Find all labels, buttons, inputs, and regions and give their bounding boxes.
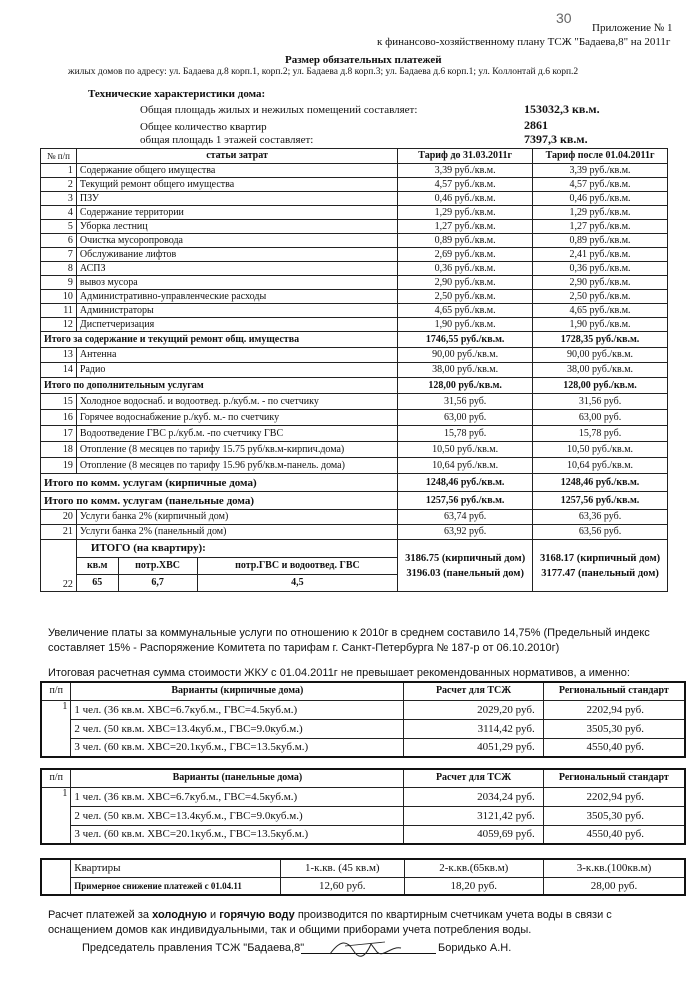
table-row xyxy=(41,458,668,474)
itogo-after-panel: 3177.47 (панельный дом) xyxy=(541,567,659,579)
table-row xyxy=(41,510,668,525)
brick-col-standard: Региональный стандарт xyxy=(543,682,685,700)
itogo-col-sqm: кв.м xyxy=(77,557,118,574)
row-item-name: Радио xyxy=(76,363,397,378)
chairman-name: Боридько А.Н. xyxy=(438,942,512,954)
tariff-table xyxy=(40,148,668,592)
row-item-name: Услуги банка 2% (панельный дом) xyxy=(76,525,397,540)
total-maintenance-after: 1728,35 руб./кв.м. xyxy=(533,332,668,348)
row-tariff-before: 2,90 руб./кв.м. xyxy=(398,276,533,290)
row-tariff-after: 90,00 руб./кв.м. xyxy=(533,348,668,363)
row-number: 1 xyxy=(41,164,77,178)
total-maintenance-label: Итого за содержание и текущий ремонт общ. имущества xyxy=(41,332,398,348)
table-row xyxy=(41,442,668,458)
row-tariff-before: 0,46 руб./кв.м. xyxy=(398,192,533,206)
brick-col-calc: Расчет для ТСЖ xyxy=(404,682,543,700)
row-tariff-before: 63,00 руб. xyxy=(398,410,533,426)
appendix-label: Приложение № 1 xyxy=(592,22,673,34)
brick-col-variant: Варианты (кирпичные дома) xyxy=(71,682,404,700)
row-tariff-before: 63,92 руб. xyxy=(398,525,533,540)
table-row xyxy=(41,192,668,206)
panel-col-variant: Варианты (панельные дома) xyxy=(71,769,404,787)
table-row xyxy=(41,410,668,426)
appendix-sub: к финансово-хозяйственному плану ТСЖ "Бадаева,8" на 2011г xyxy=(377,36,671,48)
row-tariff-before: 1,27 руб./кв.м. xyxy=(398,220,533,234)
tech-title: Технические характеристики дома: xyxy=(88,88,266,100)
row-tariff-after: 2,41 руб./кв.м. xyxy=(533,248,668,262)
brick-variant-2: 2 чел. (50 кв.м. ХВС=13.4куб.м., ГВС=9.0куб.м.) xyxy=(71,719,404,738)
row-number: 16 xyxy=(41,410,77,426)
brick-standard-3: 4550,40 руб. xyxy=(543,738,685,757)
panel-comparison-table xyxy=(40,768,686,845)
total-extra-before: 128,00 руб./кв.м. xyxy=(398,378,533,394)
itogo-before-brick: 3186.75 (кирпичный дом) xyxy=(405,552,526,564)
row-tariff-before: 1,90 руб./кв.м. xyxy=(398,318,533,332)
row-tariff-after: 2,90 руб./кв.м. xyxy=(533,276,668,290)
row-number: 6 xyxy=(41,234,77,248)
total-brick-label: Итого по комм. услугам (кирпичные дома) xyxy=(41,474,398,492)
row-tariff-after: 63,56 руб. xyxy=(533,525,668,540)
brick-calc-1: 2029,20 руб. xyxy=(404,700,543,719)
apt-empty-cell xyxy=(41,859,71,895)
itogo-label: ИТОГО (на квартиру): xyxy=(90,542,206,555)
total-paragraph: Итоговая расчетная сумма стоимости ЖКУ с 01.04.2011г не превышает рекомендованных нормативов, а именно: xyxy=(48,667,630,679)
row-item-name: Горячее водоснабжение р./куб. м.- по счетчику xyxy=(76,410,397,426)
brick-variant-1: 1 чел. (36 кв.м. ХВС=6.7куб.м., ГВС=4.5куб.м.) xyxy=(71,700,404,719)
panel-calc-3: 4059,69 руб. xyxy=(404,825,543,844)
table-row xyxy=(41,304,668,318)
total-panel-after: 1257,56 руб./кв.м. xyxy=(533,492,668,510)
total-brick-before: 1248,46 руб./кв.м. xyxy=(398,474,533,492)
row-number: 4 xyxy=(41,206,77,220)
row-tariff-after: 1,29 руб./кв.м. xyxy=(533,206,668,220)
row-tariff-before: 31,56 руб. xyxy=(398,394,533,410)
panel-col-standard: Региональный стандарт xyxy=(543,769,685,787)
row-number: 20 xyxy=(41,510,77,525)
apartments-value: 2861 xyxy=(524,118,548,132)
row-item-name: Отопление (8 месяцев по тарифу 15.75 руб/кв.м-кирпич.дома) xyxy=(76,442,397,458)
row-tariff-after: 10,50 руб./кв.м. xyxy=(533,442,668,458)
row-tariff-before: 38,00 руб./кв.м. xyxy=(398,363,533,378)
area-label: Общая площадь жилых и нежилых помещений составляет: xyxy=(140,104,418,116)
row-tariff-after: 3,39 руб./кв.м. xyxy=(533,164,668,178)
panel-calc-2: 3121,42 руб. xyxy=(404,806,543,825)
row-tariff-before: 90,00 руб./кв.м. xyxy=(398,348,533,363)
row-number: 17 xyxy=(41,426,77,442)
table-row xyxy=(41,248,668,262)
table-row xyxy=(41,290,668,304)
row-item-name: Обслуживание лифтов xyxy=(76,248,397,262)
total-maintenance-row xyxy=(41,332,668,348)
footer-hot: горячую воду xyxy=(219,909,295,921)
row-tariff-after: 4,57 руб./кв.м. xyxy=(533,178,668,192)
itogo-row xyxy=(41,540,668,592)
row-item-name: вывоз мусора xyxy=(76,276,397,290)
row-number: 11 xyxy=(41,304,77,318)
row-item-name: Антенна xyxy=(76,348,397,363)
row-tariff-after: 4,65 руб./кв.м. xyxy=(533,304,668,318)
total-panel-label: Итого по комм. услугам (панельные дома) xyxy=(41,492,398,510)
itogo-inner-table xyxy=(77,540,397,591)
row-item-name: Очистка мусоропровода xyxy=(76,234,397,248)
page-number: 30 xyxy=(556,10,572,26)
table-row xyxy=(41,206,668,220)
apartment-savings-table xyxy=(40,858,686,896)
row-tariff-after: 31,56 руб. xyxy=(533,394,668,410)
row-number: 21 xyxy=(41,525,77,540)
row-tariff-after: 0,36 руб./кв.м. xyxy=(533,262,668,276)
panel-standard-2: 3505,30 руб. xyxy=(543,806,685,825)
footer-cold: холодную xyxy=(152,909,207,921)
row-tariff-before: 15,78 руб. xyxy=(398,426,533,442)
row-item-name: Услуги банка 2% (кирпичный дом) xyxy=(76,510,397,525)
row-tariff-after: 2,50 руб./кв.м. xyxy=(533,290,668,304)
row-number: 10 xyxy=(41,290,77,304)
row-number: 5 xyxy=(41,220,77,234)
total-brick-row xyxy=(41,474,668,492)
row-item-name: ПЗУ xyxy=(76,192,397,206)
total-panel-row xyxy=(41,492,668,510)
row-item-name: Содержание территории xyxy=(76,206,397,220)
table-row xyxy=(41,276,668,290)
total-extra-row xyxy=(41,378,668,394)
panel-standard-3: 4550,40 руб. xyxy=(543,825,685,844)
row-tariff-after: 38,00 руб./кв.м. xyxy=(533,363,668,378)
row-item-name: Административно-управленческие расходы xyxy=(76,290,397,304)
table-row xyxy=(41,426,668,442)
row-item-name: Холодное водоснаб. и водоотвед. р./куб.м. - по счетчику xyxy=(76,394,397,410)
floor1-label: общая площадь 1 этажей составляет: xyxy=(140,134,314,146)
brick-standard-2: 3505,30 руб. xyxy=(543,719,685,738)
table-row xyxy=(41,164,668,178)
row-number: 9 xyxy=(41,276,77,290)
apt-reduction-3room: 28,00 руб. xyxy=(544,877,686,895)
row-number: 18 xyxy=(41,442,77,458)
apt-col-2room: 2-к.кв.(65кв.м) xyxy=(404,859,543,877)
row-tariff-before: 1,29 руб./кв.м. xyxy=(398,206,533,220)
row-tariff-after: 63,36 руб. xyxy=(533,510,668,525)
footer-and: и xyxy=(210,909,217,921)
addresses: жилых домов по адресу: ул. Бадаева д.8 корп.1, корп.2; ул. Бадаева д.8 корп.3; ул. Бадаева д.6 корп.1; ул. Коллонтай д.6 корп.2 xyxy=(68,67,579,77)
row-number: 3 xyxy=(41,192,77,206)
brick-variant-3: 3 чел. (60 кв.м. ХВС=20.1куб.м., ГВС=13.5куб.м.) xyxy=(71,738,404,757)
row-tariff-after: 1,27 руб./кв.м. xyxy=(533,220,668,234)
brick-row-num: 1 xyxy=(41,700,71,757)
total-panel-before: 1257,56 руб./кв.м. xyxy=(398,492,533,510)
area-value: 153032,3 кв.м. xyxy=(524,102,600,116)
apt-label: Квартиры xyxy=(71,859,281,877)
row-tariff-after: 0,46 руб./кв.м. xyxy=(533,192,668,206)
col-header-num: № п/п xyxy=(41,149,77,164)
itogo-after-brick: 3168.17 (кирпичный дом) xyxy=(539,552,661,564)
row-item-name: Администраторы xyxy=(76,304,397,318)
brick-standard-1: 2202,94 руб. xyxy=(543,700,685,719)
panel-col-calc: Расчет для ТСЖ xyxy=(404,769,543,787)
panel-variant-1: 1 чел. (36 кв.м. ХВС=6.7куб.м., ГВС=4.5куб.м.) xyxy=(71,787,404,806)
row-tariff-before: 2,69 руб./кв.м. xyxy=(398,248,533,262)
apt-reduction-label: Примерное снижение платежей с 01.04.11 xyxy=(71,877,281,895)
row-item-name: Водоотведение ГВС р./куб.м. -по счетчику ГВС xyxy=(76,426,397,442)
row-item-name: Отопление (8 месяцев по тарифу 15.96 руб/кв.м-панель. дома) xyxy=(76,458,397,474)
footer-text-1: Расчет платежей за xyxy=(48,909,150,921)
apt-col-1room: 1-к.кв. (45 кв.м) xyxy=(280,859,404,877)
row-tariff-before: 63,74 руб. xyxy=(398,510,533,525)
row-item-name: Содержание общего имущества xyxy=(76,164,397,178)
row-item-name: Текущий ремонт общего имущества xyxy=(76,178,397,192)
chairman-label: Председатель правления ТСЖ "Бадаева,8" xyxy=(82,942,305,954)
row-tariff-before: 4,57 руб./кв.м. xyxy=(398,178,533,192)
row-number: 2 xyxy=(41,178,77,192)
total-brick-after: 1248,46 руб./кв.м. xyxy=(533,474,668,492)
row-tariff-after: 15,78 руб. xyxy=(533,426,668,442)
row-tariff-after: 1,90 руб./кв.м. xyxy=(533,318,668,332)
table-row xyxy=(41,348,668,363)
col-header-tariff-before: Тариф до 31.03.2011г xyxy=(398,149,533,164)
total-extra-label: Итого по дополнительным услугам xyxy=(41,378,398,394)
row-tariff-before: 2,50 руб./кв.м. xyxy=(398,290,533,304)
apt-reduction-2room: 18,20 руб. xyxy=(404,877,543,895)
col-header-tariff-after: Тариф после 01.04.2011г xyxy=(533,149,668,164)
row-tariff-before: 4,65 руб./кв.м. xyxy=(398,304,533,318)
row-number: 13 xyxy=(41,348,77,363)
itogo-val-sqm: 65 xyxy=(77,574,118,591)
table-row xyxy=(41,262,668,276)
row-item-name: Диспетчеризация xyxy=(76,318,397,332)
row-number: 8 xyxy=(41,262,77,276)
row-number: 19 xyxy=(41,458,77,474)
apt-col-3room: 3-к.кв.(100кв.м) xyxy=(544,859,686,877)
itogo-num: 22 xyxy=(41,540,77,592)
table-row xyxy=(41,394,668,410)
panel-variant-3: 3 чел. (60 кв.м. ХВС=20.1куб.м., ГВС=13.5куб.м.) xyxy=(71,825,404,844)
total-maintenance-before: 1746,55 руб./кв.м. xyxy=(398,332,533,348)
panel-standard-1: 2202,94 руб. xyxy=(543,787,685,806)
row-tariff-before: 3,39 руб./кв.м. xyxy=(398,164,533,178)
row-item-name: АСПЗ xyxy=(76,262,397,276)
table-row xyxy=(41,234,668,248)
row-tariff-before: 10,50 руб./кв.м. xyxy=(398,442,533,458)
row-tariff-before: 0,89 руб./кв.м. xyxy=(398,234,533,248)
signature-mark xyxy=(325,932,405,962)
row-item-name: Уборка лестниц xyxy=(76,220,397,234)
page-title: Размер обязательных платежей xyxy=(285,54,442,66)
apt-reduction-1room: 12,60 руб. xyxy=(280,877,404,895)
row-tariff-after: 63,00 руб. xyxy=(533,410,668,426)
panel-col-num: п/п xyxy=(41,769,71,787)
row-tariff-after: 0,89 руб./кв.м. xyxy=(533,234,668,248)
brick-comparison-table xyxy=(40,681,686,758)
table-row xyxy=(41,220,668,234)
itogo-val-cold-water: 6,7 xyxy=(118,574,197,591)
row-number: 15 xyxy=(41,394,77,410)
row-tariff-before: 10,64 руб./кв.м. xyxy=(398,458,533,474)
panel-calc-1: 2034,24 руб. xyxy=(404,787,543,806)
itogo-col-hot-water: потр.ГВС и водоотвед. ГВС xyxy=(197,557,397,574)
footer-text-2: производится по квартирным счетчикам учета воды в связи с оснащением домов как индивидуальными, так и общими приборами учета потребления воды. xyxy=(48,909,612,936)
table-row xyxy=(41,318,668,332)
brick-col-num: п/п xyxy=(41,682,71,700)
increase-paragraph: Увеличение платы за коммунальные услуги по отношению к 2010г в среднем составило 14,75% (Предельный индекс составляет 15% - Распоряжение Комитета по тарифам г. Санкт-Петербурга № 187-р от 06.10.2010г) xyxy=(48,627,650,654)
brick-calc-2: 3114,42 руб. xyxy=(404,719,543,738)
panel-variant-2: 2 чел. (50 кв.м. ХВС=13.4куб.м., ГВС=9.0куб.м.) xyxy=(71,806,404,825)
panel-row-num: 1 xyxy=(41,787,71,844)
table-row xyxy=(41,525,668,540)
table-row xyxy=(41,363,668,378)
itogo-col-cold-water: потр.ХВС xyxy=(118,557,197,574)
row-tariff-after: 10,64 руб./кв.м. xyxy=(533,458,668,474)
itogo-before-panel: 3196.03 (панельный дом) xyxy=(406,567,524,579)
row-number: 7 xyxy=(41,248,77,262)
total-extra-after: 128,00 руб./кв.м. xyxy=(533,378,668,394)
brick-calc-3: 4051,29 руб. xyxy=(404,738,543,757)
col-header-items: статьи затрат xyxy=(76,149,397,164)
row-number: 12 xyxy=(41,318,77,332)
floor1-value: 7397,3 кв.м. xyxy=(524,132,588,146)
apartments-label: Общее количество квартир xyxy=(140,121,267,133)
row-number: 14 xyxy=(41,363,77,378)
itogo-val-hot-water: 4,5 xyxy=(197,574,397,591)
row-tariff-before: 0,36 руб./кв.м. xyxy=(398,262,533,276)
table-row xyxy=(41,178,668,192)
